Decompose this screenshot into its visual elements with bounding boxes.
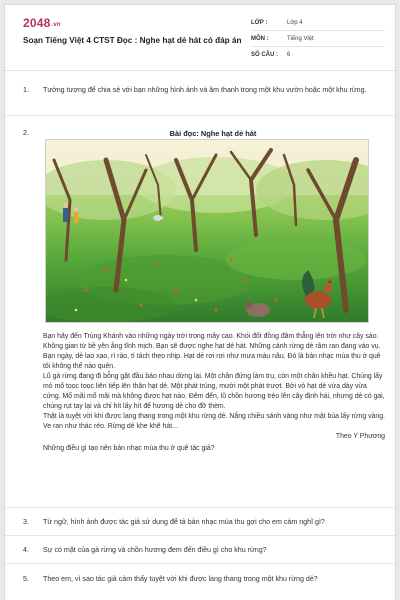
meta-grade-row <box>251 15 385 31</box>
passage-paragraph: Bạn hãy đến Trùng Khánh vào những ngày trời trong mây cao. Khói đốt đồng đâm thẳng lên trời như cây sào. Không gian từ bề yên ắng tĩnh mịch. Bạn sẽ được nghe hạt dẻ hát. Những cánh rừng dẻ râm ran đang vào vụ. Bạn ngày, dẻ lao xao, rì rào, tí tách theo nhịp. Hạt dẻ rơi rơi như mưa màu nâu. Đó là bản nhạc mùa thu ở quê tôi không thể nào quên. <box>43 333 381 370</box>
question-number: 4. <box>23 546 29 554</box>
meta-count-row <box>251 47 385 63</box>
question-text: Tưởng tượng để chia sẻ với bạn những hình ảnh và âm thanh trong một khu vườn hoặc một khu rừng. <box>43 86 367 94</box>
question-text: Theo em, vì sao tác giả cảm thấy tuyệt vời khi được lang thang trong một khu rừng dẻ? <box>43 575 318 583</box>
forest-scene-image <box>46 140 369 323</box>
meta-value: Lớp 4 <box>287 19 303 26</box>
passage-paragraph: Thật là tuyệt vời khi được lang thang trong một khu rừng dẻ. Nắng chiều sánh vàng như mật bủa lấy rừng vàng. Ve ran như thác réo. Rừng dẻ khe khẽ hát... <box>43 413 385 430</box>
passage-paragraph: Lũ gà rừng đang đi bỗng gật đầu báo nhau dừng lại. Một chân đứng làm trụ, còn một chân khều hạt. Chúng lấy mỏ mổ toọc toọc liên tiếp lên thân hạt dẻ. Một phát trúng, mười một phát trượt. Bởi vỏ hạt dẻ vừa dày vừa cứng. Mổ mãi mổ mãi mà không được hạt nào. Đêm đến, lũ chồn hương trèo lên cây định hái, nhưng dẻ có gai, chúng rụt tay lại và chỉ hít lấy hít để hương dẻ cho đỡ thèm. <box>43 373 385 410</box>
passage-author: Theo Y Phương <box>335 433 385 440</box>
passage-question: Những điều gì tạo nên bản nhạc mùa thu ở quê tác giả? <box>43 445 215 452</box>
question-number: 3. <box>23 518 29 526</box>
page-title: Soạn Tiếng Việt 4 CTST Đọc : Nghe hạt dẻ hát có đáp án <box>23 36 242 45</box>
meta-label: LỚP : <box>251 19 268 26</box>
forest-illustration <box>45 139 369 323</box>
meta-label: MÔN : <box>251 35 269 42</box>
worksheet-page <box>4 4 396 600</box>
question-divider <box>5 507 395 508</box>
meta-value: Tiếng Việt <box>287 35 314 42</box>
question-number: 5. <box>23 575 29 583</box>
question-text: Từ ngữ, hình ảnh được tác giả sử dụng để tả bản nhạc mùa thu gợi cho em cảm nghĩ gì? <box>43 518 325 526</box>
meta-value: 6 <box>287 52 291 58</box>
reading-passage <box>43 332 385 454</box>
reading-title: Bài đọc: Nghe hạt dẻ hát <box>169 129 257 138</box>
question-divider <box>5 535 395 536</box>
question-number: 2. <box>23 129 29 137</box>
meta-subject-row <box>251 31 385 47</box>
worksheet-header <box>5 5 395 71</box>
question-number: 1. <box>23 86 29 94</box>
meta-label: SỐ CÂU : <box>251 52 278 58</box>
question-divider <box>5 115 395 116</box>
site-logo[interactable]: 2048.vn <box>23 16 61 30</box>
worksheet-meta <box>251 15 385 63</box>
question-divider <box>5 563 395 564</box>
question-text: Sự có mặt của gà rừng và chồn hương đem đến điều gì cho khu rừng? <box>43 546 267 554</box>
